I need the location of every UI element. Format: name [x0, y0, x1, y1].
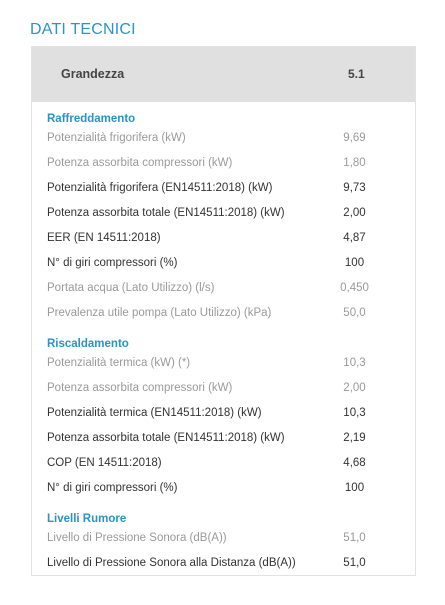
table-row — [32, 451, 415, 476]
table-row — [32, 226, 415, 251]
technical-data-table — [31, 46, 416, 576]
table-row — [32, 351, 415, 376]
table-row — [32, 401, 415, 426]
table-row — [32, 176, 415, 201]
table-row — [32, 151, 415, 176]
row-value: 50,0 — [343, 307, 366, 319]
table-row — [32, 201, 415, 226]
header-value: 5.1 — [348, 67, 365, 81]
table-row — [32, 526, 415, 551]
table-row — [32, 126, 415, 151]
row-value: 4,68 — [343, 457, 366, 469]
row-value: 51,0 — [343, 532, 366, 544]
row-value: 2,00 — [343, 382, 366, 394]
section-title-riscaldamento: Riscaldamento — [47, 338, 129, 350]
row-value: 4,87 — [343, 232, 366, 244]
row-value: 0,450 — [340, 282, 369, 294]
table-row — [32, 301, 415, 326]
row-label: Potenzialità frigorifera (kW) — [47, 132, 186, 144]
row-label: Potenza assorbita compressori (kW) — [47, 157, 233, 169]
row-label: N° di giri compressori (%) — [47, 482, 178, 494]
row-label: Potenza assorbita totale (EN14511:2018) (kW) — [47, 207, 285, 219]
row-label: Potenza assorbita compressori (kW) — [47, 382, 233, 394]
table-header — [32, 47, 415, 102]
row-label: Livello di Pressione Sonora alla Distanza (dB(A)) — [47, 557, 296, 569]
row-label: Livello di Pressione Sonora (dB(A)) — [47, 532, 227, 544]
row-label: Portata acqua (Lato Utilizzo) (l/s) — [47, 282, 215, 294]
table-row — [32, 426, 415, 451]
row-value: 2,19 — [343, 432, 366, 444]
section-title-raffreddamento: Raffreddamento — [47, 113, 136, 125]
row-value: 9,73 — [343, 182, 366, 194]
table-row — [32, 476, 415, 501]
row-label: Prevalenza utile pompa (Lato Utilizzo) (kPa) — [47, 307, 272, 319]
row-label: N° di giri compressori (%) — [47, 257, 178, 269]
row-label: Potenzialità termica (EN14511:2018) (kW) — [47, 407, 262, 419]
row-value: 10,3 — [343, 407, 366, 419]
row-label: EER (EN 14511:2018) — [47, 232, 161, 244]
page-title: DATI TECNICI — [30, 21, 136, 38]
row-value: 100 — [344, 257, 365, 269]
row-label: Potenzialità termica (kW) (*) — [47, 357, 191, 369]
table-row — [32, 276, 415, 301]
header-label: Grandezza — [61, 67, 125, 81]
row-value: 100 — [344, 482, 365, 494]
table-row — [32, 376, 415, 401]
row-value: 10,3 — [343, 357, 366, 369]
row-label: Potenzialità frigorifera (EN14511:2018) (kW) — [47, 182, 273, 194]
row-label: COP (EN 14511:2018) — [47, 457, 162, 469]
table-row — [32, 551, 415, 576]
row-value: 51,0 — [343, 557, 366, 569]
row-value: 2,00 — [343, 207, 366, 219]
row-label: Potenza assorbita totale (EN14511:2018) (kW) — [47, 432, 285, 444]
row-value: 1,80 — [343, 157, 366, 169]
table-row — [32, 251, 415, 276]
section-title-livelli-rumore: Livelli Rumore — [47, 513, 127, 525]
row-value: 9,69 — [343, 132, 366, 144]
